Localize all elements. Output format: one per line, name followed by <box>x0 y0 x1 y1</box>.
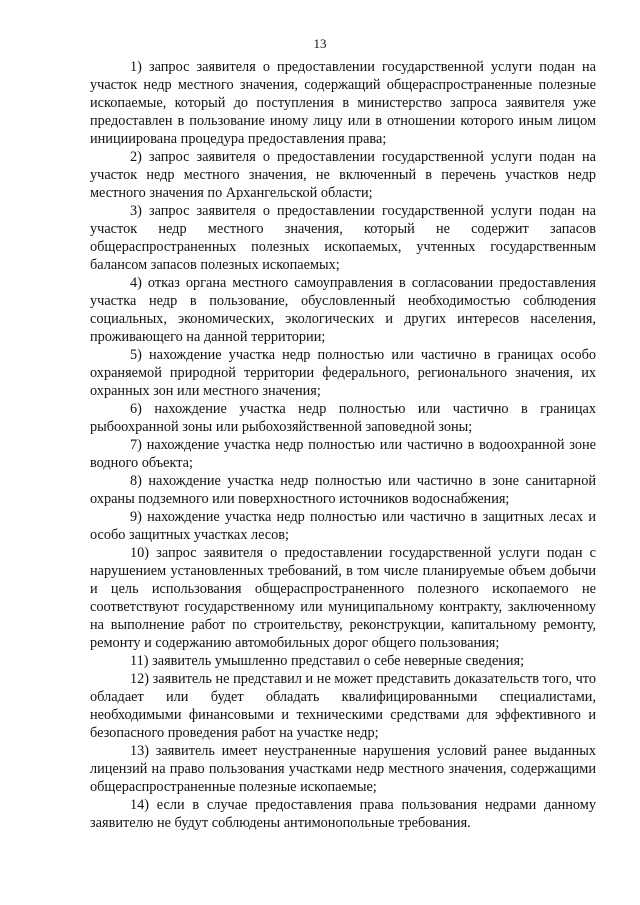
list-item-4: 4) отказ органа местного самоуправления в согласовании предоставления участка недр в пользование, обусловленный необходимостью соблюдения социальных, экономических, экологических и других интересов населения, проживающего на данной территории; <box>90 275 596 345</box>
list-item-12: 12) заявитель не представил и не может представить доказательств того, что обладает или будет обладать квалифицированными специалистами, необходимыми финансовыми и техническими средствами для эффективного и безопасного проведения работ на участке недр; <box>90 671 596 741</box>
list-item-1: 1) запрос заявителя о предоставлении государственной услуги подан на участок недр местного значения, содержащий общераспространенные полезные ископаемые, который до поступления в министерство запроса заявителя уже предоставлен в пользование иному лицу или в отношении которого иным лицом инициирована процедура предоставления права; <box>90 59 596 147</box>
list-item-14: 14) если в случае предоставления права пользования недрами данному заявителю не будут соблюдены антимонопольные требования. <box>90 797 596 831</box>
page-number: 13 <box>313 36 327 51</box>
list-item-7: 7) нахождение участка недр полностью или частично в водоохранной зоне водного объекта; <box>90 437 596 471</box>
list-item-8: 8) нахождение участка недр полностью или частично в зоне санитарной охраны подземного или поверхностного источников водоснабжения; <box>90 473 596 507</box>
list-item-5: 5) нахождение участка недр полностью или частично в границах особо охраняемой природной территории федерального, регионального значения, их охранных зон или местного значения; <box>90 347 596 399</box>
list-item-2: 2) запрос заявителя о предоставлении государственной услуги подан на участок недр местного значения, не включенный в перечень участков недр местного значения по Архангельской области; <box>90 149 596 201</box>
list-item-9: 9) нахождение участка недр полностью или частично в защитных лесах и особо защитных участках лесов; <box>90 509 596 543</box>
list-item-3: 3) запрос заявителя о предоставлении государственной услуги подан на участок недр местного значения, который не содержит запасов общераспространенных полезных ископаемых, учтенных государственным балансом запасов полезных ископаемых; <box>90 203 596 273</box>
document-body <box>90 58 596 832</box>
list-item-13: 13) заявитель имеет неустраненные нарушения условий ранее выданных лицензий на право пользования участками недр местного значения, содержащими общераспространенные полезные ископаемые; <box>90 743 596 795</box>
list-item-6: 6) нахождение участка недр полностью или частично в границах рыбоохранной зоны или рыбохозяйственной заповедной зоны; <box>90 401 596 435</box>
list-item-11: 11) заявитель умышленно представил о себе неверные сведения; <box>130 653 525 669</box>
list-item-10: 10) запрос заявителя о предоставлении государственной услуги подан с нарушением установленных требований, в том числе планируемые объем добычи и цель использования общераспространенного полезного ископаемого не соответствуют государственному или муниципальному контракту, заключенному на выполнение работ по строительству, реконструкции, капитальному ремонту, ремонту и содержанию автомобильных дорог общего пользования; <box>90 545 596 651</box>
